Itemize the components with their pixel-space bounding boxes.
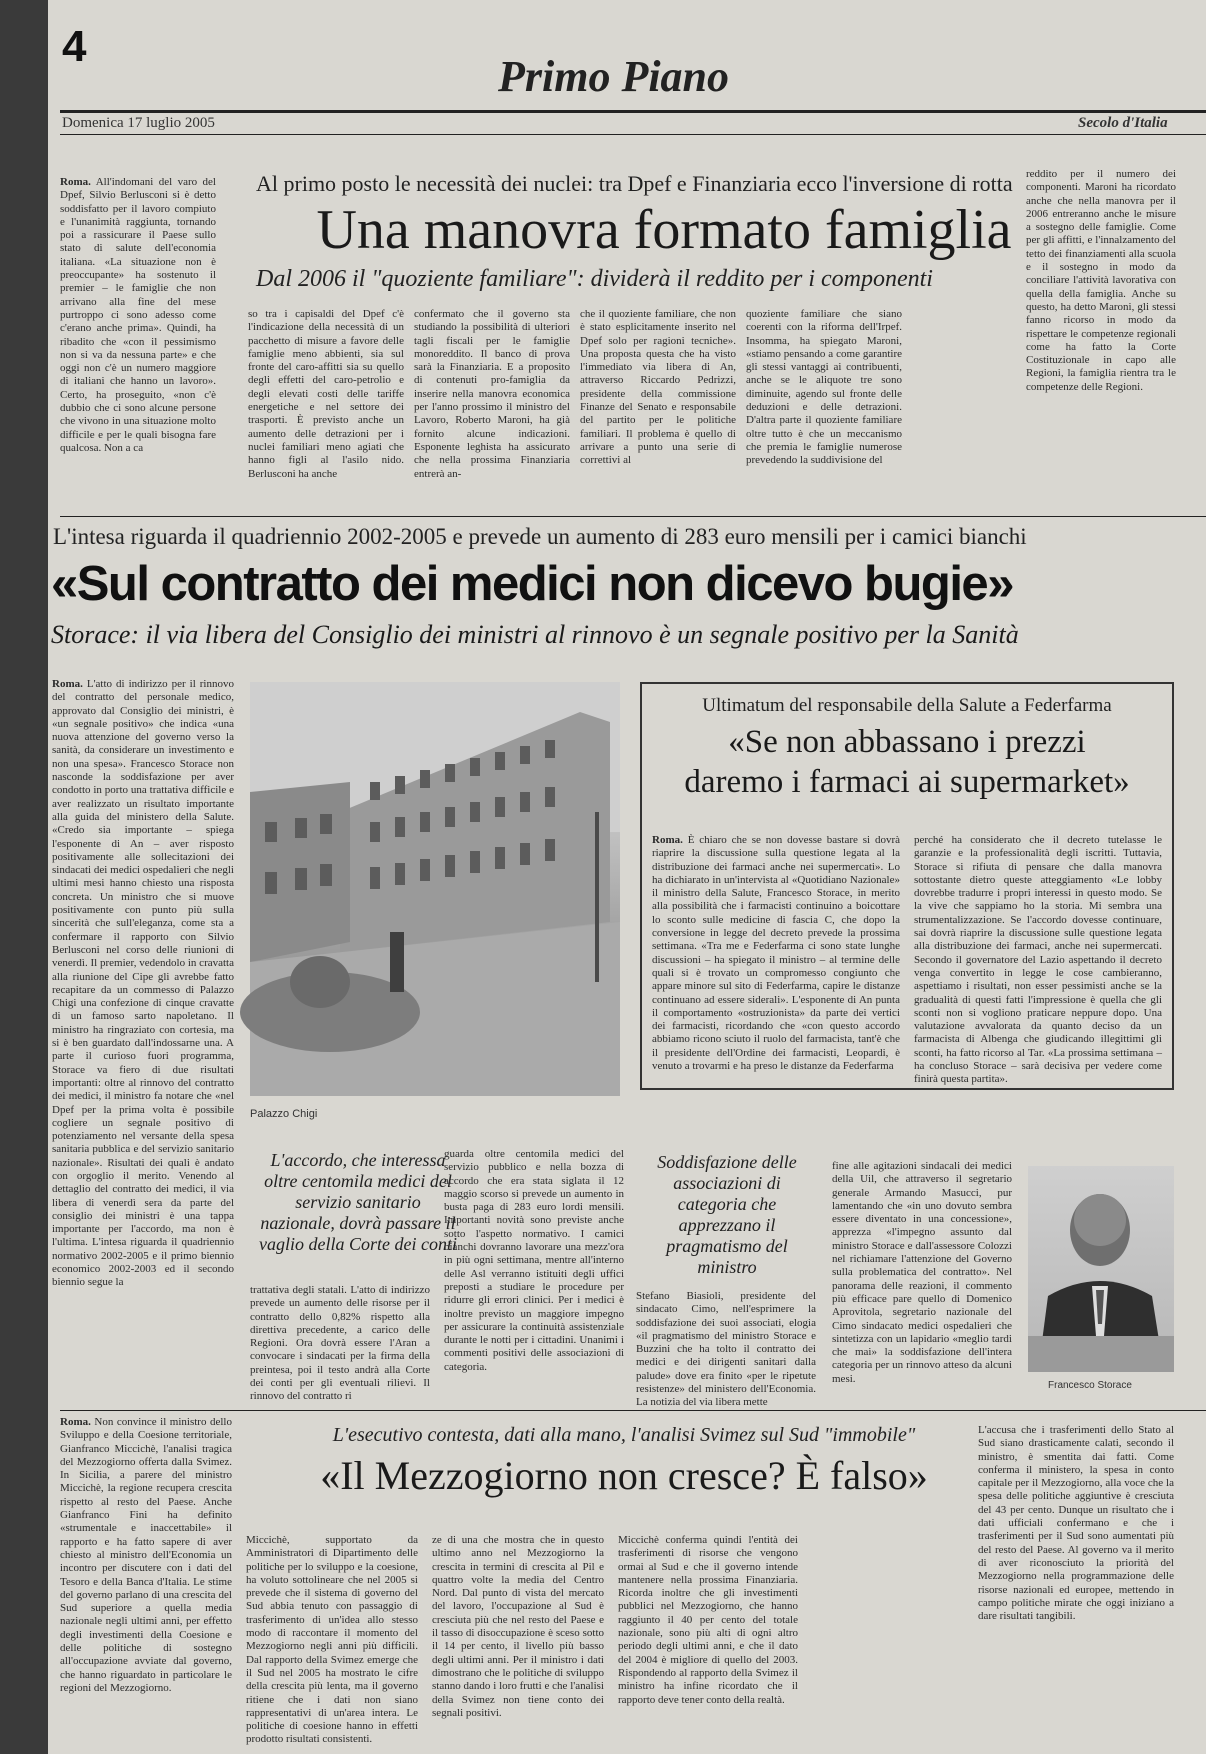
federfarma-box (640, 682, 1174, 1090)
article2-col-mid2: guarda oltre centomila medici del servizio pubblico e nella bozza di accordo che era stata siglata il 12 maggio scorso si prevede un aumento in busta paga di 283 euro lordi mensili. Importanti novità sono previste anche sotto l'aspetto normativo. I camici bianchi dovranno lavorare una mezz'ora in più ogni settimana, mentre all'interno delle Asl verranno istituiti degli uffici preposti a studiare le procedure per ridurre gli errori clinici. Per i medici è inoltre previsto un maggiore impegno per assicurare la continuità assistenziale durante le notti per i cittadini. Unanimi i commenti positivi delle associazioni di categoria. (444, 1148, 624, 1373)
box-col1-text: È chiaro che se non dovesse bastare si dovrà riaprire la discussione sulla questione legata al la distribuzione dei farmaci anche nei supermercati». Lo ha dichiarato in un'intervista al «Quotidiano Nazionale» il ministro della Salute, Francesco Storace, in merito alla possibilità che i farmacisti continuino a boicottare lo sconto sulle medicine di fascia C, che dopo la conversione in legge del decreto prevede la prossima settimana. «Tra me e Federfarma ci sono state lunghe discussioni – ha spiegato il ministro – al termine delle quali si è trovato un compromesso congiunto che appare minore sul sito di Federfarma, capire le distanze continuano ad essere siderali». L'esponente di An punta il comportamento «ostruzionista» da parte dei vertici dei farmacisti, ricordando che «con questo accordo abbiamo ricono sciuto il ruolo del farmacista, tant'è che il presidente dell'Ordine dei farmacisti, Leopardi, è venuto a trovarmi e ha preso le distanze da Federfarma (652, 834, 900, 1073)
dateline: Roma. (52, 678, 83, 690)
article2-rule (60, 1410, 1206, 1411)
newspaper-page (48, 0, 1206, 1754)
article2-col-mid: trattativa degli statali. L'atto di indirizzo prevede un aumento delle risorse per il contratto dello 0,82% rispetto alla direttiva precedente, a carico delle Regioni. Ora dovrà essere l'Aran a convocare i sindacati per la firma della preintesa, poi il testo andrà alla Corte dei conti per gli eventuali rilievi. Il rinnovo del contratto ri (250, 1284, 430, 1403)
article3-kicker: L'esecutivo contesta, dati alla mano, l'analisi Svimez sul Sud "immobile" (332, 1424, 916, 1446)
article1-col6: reddito per il numero dei componenti. Maroni ha ricordato anche che nella manovra per il 2006 entreranno anche le misure a sostegno delle famiglie. Come per gli affitti, e l'innalzamento del tetto dei finanziamenti alla scuola e il sostegno in modo da conciliare l'attività lavorativa con quella della famiglia. Anche su questo, ha detto Maroni, gli stessi fanno ricorso in modo da rispettare le competenze regionali come ha fatto la Corte Costituzionale in capo alle Regioni, la famiglia rientra tra le competenze delle Regioni. (1026, 168, 1176, 393)
photo-caption: Palazzo Chigi (250, 1108, 318, 1120)
article2-col-side1: Stefano Biasioli, presidente del sindacato Cimo, nell'esprimere la soddisfazione dei suoi associati, elogia «il pragmatismo del ministro Storace e Buzzini che ha tolto il contratto dei medici e dei dirigenti sanitari dalla palude» dove era finito «per le ripetute resistenze» del ministero dell'Economia. La notizia del via libera mette (636, 1290, 816, 1409)
article2-col1-text: L'atto di indirizzo per il rinnovo del contratto del personale medico, approvato dal Consiglio dei ministri, è «un segnale positivo» che indica «una nuova attenzione del governo verso la sanità, da considerare un investimento e non una spesa». Francesco Storace non nasconde la soddisfazione per aver condotto in porto una trattativa difficile e aver realizzato un risultato importante alla guida del ministero della Salute. «Credo sia importante – spiega l'esponente di An – aver risposto positivamente alle sollecitazioni dei sindacati dei medici ospedalieri che negli ultimi mesi hanno chiesto una risposta concreta. Un ministro che si muove positivamente con punto più sulla sincerità che sull'eleganza, come sta a confermare il rapporto con Silvio Berlusconi nel corso delle riunioni di venerdì. Il premier, vedendolo in cravatta alla riunione del Cipe gli avrebbe fatto recapitare da un commesso di Palazzo Chigi una confezione di cinque cravatte di un famoso sarto napoletano. Il ministro ha ringraziato con cortesia, ma si è ben guardato dall'indossarne una. A parte il curioso fuori programma, Storace va fiero di due risultati importanti: oltre al rinnovo del contratto dei medici, il ministro fa notare che «nel Dpef per la prima volta è possibile cogliere un segnale positivo di potenziamento nel versante della spesa sanitaria pubblica e del servizio sanitario nazionale». Risultati dei quali è andato con orgoglio il merito. Venendo al dettaglio del contratto dei medici, il via libera di venerdì sera da parte del consiglio dei ministri è una tappa importante per l'accordo, ma non è l'ultima. L'intesa riguarda il quadriennio normativo 2002-2005 e il primo biennio economico 2002-2003 ed il secondo biennio segue la (52, 678, 234, 1289)
article3-col5: L'accusa che i trasferimenti dello Stato al Sud siano drasticamente calati, secondo il ministro, è smentita dai fatti. Come conferma il ministero, la spesa in conto capitale per il Mezzogiorno, alla voce che la spesa delle politiche aggiuntive è cresciuta del 43 per cento. Dunque un risultato che i dati ufficiali confermano e che i trasferimenti per il Sud sono aumentati più del resto del Paese. Al governo va il merito di aver riconosciuto la priorità del Mezzogiorno nella programmazione delle risorse nazionali ed europee, mettendo in campo politiche mirate che oggi iniziano a dare risultati tangibili. (978, 1424, 1174, 1623)
palazzo-chigi-photo (250, 682, 620, 1096)
article2-headline: «Sul contratto dei medici non dicevo bugie» (51, 557, 1013, 611)
box-headline-line2: daremo i farmaci ai supermarket» (684, 764, 1130, 800)
section-title (498, 52, 798, 102)
newspaper-name: Secolo d'Italia (1078, 115, 1168, 131)
box-col1 (652, 834, 900, 1080)
dateline: Roma. (60, 1416, 91, 1428)
article3-col2: Miccichè, supportato da Amministratori di Dipartimento delle politiche per lo sviluppo e la coesione, ha voluto sottolineare che nel 2005 si prevede che il sistema di governo del Sud abbia tenuto con passaggio di trasferimento di un'idea allo stesso modo di raccontare il momento del Mezzogiorno negli anni più difficili. Dal rapporto della Svimez emerge che il Sud nel 2005 ha mostrato le cifre della crescita più lenta, ma il governo ritiene che i dati non siano rappresentativi di un'area intera. Le politiche di coesione hanno in effetti prodotto risultati consistenti. (246, 1534, 418, 1746)
article3-headline: «Il Mezzogiorno non cresce? È falso» (320, 1453, 928, 1498)
article3-col4: Miccichè conferma quindi l'entità dei trasferimenti di risorse che vengono ormai al Sud e che il governo intende mantenere nella prossima Finanziaria. Ricorda inoltre che gli investimenti pubblici nel Mezzogiorno, che hanno raggiunto il 40 per cento del totale nazionale, sono più alti di ogni altro periodo degli ultimi anni, e che il dato del 2004 è migliore di quello del 2003. Rispondendo al rapporto della Svimez il ministro ha infine ricordato che il rapporto deve tener conto della realtà. (618, 1534, 798, 1706)
article2-pullquote: L'accordo, che interessa oltre centomila medici del servizio sanitario nazionale, dovrà passare il vaglio della Corte dei conti (259, 1150, 457, 1254)
article1-headline: Una manovra formato famiglia (316, 199, 1012, 261)
article2-col-side2: fine alle agitazioni sindacali dei medici della Uil, che attraverso il segretario generale Armando Masucci, pur lamentando che «in uno dovuto sembra essere diventato in una concessione», apprezza «l'impegno assunto dal ministro Storace e dall'assessore Colozzi nel richiamare l'attenzione del Governo sulla problematica del contratto». Nel panorama delle reazioni, il commento più efficace pare quello di Domenico Aprovitola, segretario nazionale del Cimo sindacato medici ospedalieri che sintetizza con un lapidario «meglio tardi che mai» la soddisfazione dell'intera categoria per un rinnovo atteso da alcuni mesi. (832, 1160, 1012, 1385)
article1-col5: quoziente familiare che siano coerenti con la riforma dell'Irpef. Insomma, ha spiegato Maroni, «stiamo pensando a come garantire gli stessi vantaggi ai contribuenti, anche se le aliquote tre sono diminuite, agendo sul fronte delle deduzioni e delle detrazioni. D'altra parte il quoziente familiare oltre tutto è che un meccanismo che premia le famiglie numerose prevedendo la suddivisione del (746, 308, 902, 467)
article1-col3: confermato che il governo sta studiando la possibilità di ulteriori tagli fiscali per le famiglie monoreddito. Il banco di prova sarà la Finanziaria. E a proposito di contenuti pro-famiglia da inserire nella manovra economica per l'anno prossimo il ministro del Lavoro, Roberto Maroni, ha già fornito alcune indicazioni. Esponente leghista ha assicurato che nella prossima Finanziaria entrerà an- (414, 308, 570, 480)
article1-col2: so tra i capisaldi del Dpef c'è l'indicazione della necessità di un pacchetto di misure a favore delle famiglie meno abbienti, sia sul fronte del caro-affitti sia su quello degli effetti del caro-petrolio e degli elevati costi delle tariffe energetiche e nel settore dei trasporti. È previsto anche un aumento delle detrazioni per i nuclei familiari meno agiati che hanno figli al l'asilo nido. Berlusconi ha anche (248, 308, 404, 480)
article2-col1 (52, 678, 234, 1400)
box-col2: perché ha considerato che il decreto tutelasse le garanzie e la professionalità degli iscritti. Tuttavia, Storace si rifiuta di pensare che dalla manovra sottostante dietro queste atteggiamento «Le lobby dovrebbe tradurre i propri interessi in questo modo. Se la vive che sappiamo ho la storia. Mi sembra una strumentalizzazione. Se l'accordo dovesse continuare, sai dovrà riaprire la discussione sulle questione legata alla distribuzione dei farmaci, anche nei supermercati. Secondo il governatore del Lazio aspettando il decreto venga convertito in legge le cose cambieranno, aspettiamo i risultati, non esser pessimisti anche se la gradualità di questi fatti l'impressione è quella che gli sconti non si vogliono praticare neppure dopo. Una valutazione avvalorata da quanto deciso da un farmacista di Albenga che giudicando illegittimi gli sconti, ha fatto ricorso al Tar. «La prossima settimana – ha concluso Storace – sarà decisiva per vedere come finirà questa partita». (914, 834, 1162, 1086)
article1-col1 (60, 176, 216, 500)
box-kicker: Ultimatum del responsabile della Salute a Federfarma (702, 695, 1112, 716)
dateline: Roma. (60, 176, 91, 188)
article1-kicker: Al primo posto le necessità dei nuclei: tra Dpef e Finanziaria ecco l'inversione di rotta (256, 171, 1013, 196)
issue-date: Domenica 17 luglio 2005 (62, 115, 215, 131)
article3-col1-text: Non convince il ministro dello Sviluppo e della Coesione territoriale, Gianfranco Miccichè, l'analisi tragica del Mezzogiorno offerta dalla Svimez. In Sicilia, a parere del ministro Miccichè, la regione recupera crescita rispetto al resto del Paese. Anche Gianfranco Fini ha definito «strumentale e inaccettabile» il rapporto e ha fatto sapere di aver chiesto al ministro dell'Economia un incontro per discutere con i dati del Tesoro e della Banca d'Italia. Le stime del governo parlano di una crescita del Sud superiore a quella media nazionale negli ultimi anni, per effetto degli investimenti della Coesione e delle politiche di sostegno all'occupazione avviate dal governo, che hanno riguardato in particolare le regioni del Mezzogiorno. (60, 1416, 232, 1694)
portrait-illustration (1028, 1166, 1174, 1372)
masthead-rule (60, 110, 1206, 113)
article3-col1 (60, 1416, 232, 1748)
article2-kicker: L'intesa riguarda il quadriennio 2002-2005 e prevede un aumento di 283 euro mensili per i camici bianchi (53, 524, 1027, 549)
article2-subhead: Storace: il via libera del Consiglio dei ministri al rinnovo è un segnale positivo per la Sanità (51, 620, 1019, 649)
building-illustration (250, 682, 620, 1096)
page-number: 4 (62, 22, 87, 71)
dateline: Roma. (652, 834, 683, 846)
article1-col1-text: All'indomani del varo del Dpef, Silvio Berlusconi si è detto soddisfatto per il lavoro compiuto e l'unanimità raggiunta, tornando poi a rassicurare il Paese sullo stato di salute dell'economia italiana. «La situazione non è preoccupante» ha sostenuto il premier – le famiglie che non arrivano alla fine del mese purtroppo ci sono adesso come c'erano anche prima». Quindi, ha ribadito che «con il pessimismo non si va da nessuna parte» e che oggi non c'è un numero maggiore di italiani che hanno un lavoro». Certo, ha proseguito, «non c'è dubbio che ci sono alcune persone che vivono in una situazione molto difficile e per le quali bisogna fare qualcosa. Non a ca (60, 176, 216, 454)
article1-subhead: Dal 2006 il "quoziente familiare": dividerà il reddito per i componenti (256, 266, 933, 292)
masthead-rule-lower (60, 134, 1206, 135)
section-title-text: Primo Piano (498, 52, 730, 101)
portrait-caption: Francesco Storace (1048, 1380, 1132, 1391)
article1-col4: che il quoziente familiare, che non è stato esplicitamente inserito nel Dpef solo per ragioni tecniche». Una proposta questa che ha visto l'immediato via libera di An, attraverso Riccardo Pedrizzi, presidente della commissione Finanze del Senato e responsabile del partito per le politiche familiari. Il problema è quello di arrivare a punto una serie di correttivi al (580, 308, 736, 467)
box-headline-line1: «Se non abbassano i prezzi (728, 724, 1086, 760)
article3-col3: ze di una che mostra che in questo ultimo anno nel Mezzogiorno la crescita in termini di crescita al Pil e quattro volte la media del Centro Nord. Dal punto di vista del mercato del lavoro, l'occupazione al Sud è cresciuta più che nel resto del Paese e il tasso di disoccupazione è sceso sotto il 14 per cento, il livello più basso degli ultimi anni. Per il ministro i dati dimostrano che le politiche di sviluppo stanno dando i loro frutti e che l'analisi della Svimez non tiene conto dei segnali positivi. (432, 1534, 604, 1719)
storace-portrait (1028, 1166, 1174, 1372)
article1-rule (60, 516, 1206, 517)
article2-sidebar-quote: Soddisfazione delle associazioni di categoria che apprezzano il pragmatismo del ministro (657, 1152, 797, 1277)
